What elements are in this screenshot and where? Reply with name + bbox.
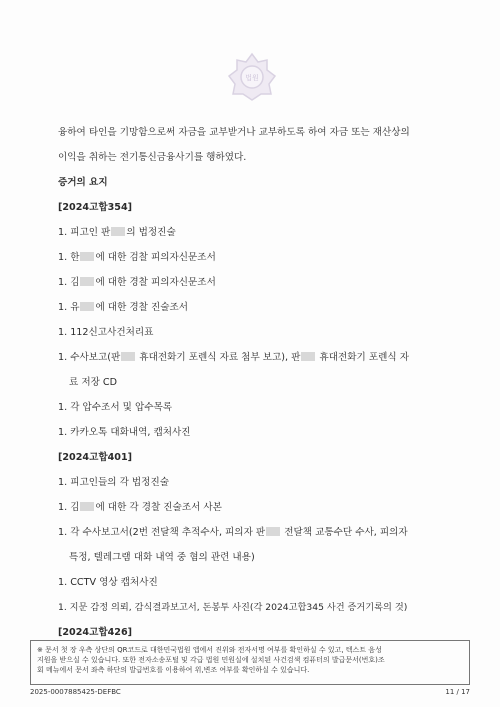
court-seal-icon — [227, 52, 277, 102]
case-header: [2024고합401] — [58, 452, 133, 463]
case-header: [2024고합426] — [58, 627, 133, 638]
redaction-mark — [121, 352, 135, 361]
evidence-item: 1. 피고인들의 각 법정진술 — [58, 477, 169, 488]
document-body — [58, 120, 450, 640]
notice-line: 회 메뉴에서 문서 좌측 하단의 발급번호를 이용하여 위,변조 여부를 확인하실 수 있습니다. — [37, 666, 310, 674]
evidence-item-continued: 료 저장 CD — [69, 377, 117, 388]
item-text: 에 대한 경찰 피의자신문조서 — [95, 277, 216, 288]
evidence-item: 1. 지문 감정 의뢰, 감식결과보고서, 돈봉투 사진(각 2024고합345 사건 증거기록의 것) — [58, 602, 408, 613]
evidence-item — [58, 501, 450, 515]
notice-line: ※ 문서 첫 장 우측 상단의 QR코드로 대한민국법원 앱에서 진위와 전자서명 여부를 확인하실 수 있고, 텍스트 음성 — [37, 646, 382, 654]
paragraph-line: 융하여 타인을 기망함으로써 자금을 교부받거나 교부하도록 하여 자금 또는 재산상의 — [58, 127, 410, 138]
redaction-mark — [301, 352, 315, 361]
item-text: 1. 각 수사보고서(2번 전달책 추적수사, 피의자 판 — [58, 527, 266, 538]
evidence-heading: 증거의 요지 — [58, 177, 108, 188]
item-text: 에 대한 각 경찰 진술조서 사본 — [95, 502, 222, 513]
redaction-mark — [80, 252, 94, 261]
item-text: 1. 유 — [58, 302, 80, 313]
evidence-item — [58, 351, 450, 365]
item-text: 1. 피고인 판 — [58, 227, 111, 238]
item-text: 의 법정진술 — [126, 227, 176, 238]
item-text: 전달책 교통수단 수사, 피의자 — [281, 527, 408, 538]
evidence-item — [58, 526, 450, 540]
paragraph-line: 이익을 취하는 전기통신금융사기를 행하였다. — [58, 152, 247, 163]
redaction-mark — [80, 302, 94, 311]
evidence-item — [58, 226, 450, 240]
redaction-mark — [80, 502, 94, 511]
evidence-item: 1. 카카오톡 대화내역, 캡처사진 — [58, 427, 191, 438]
redaction-mark — [266, 527, 280, 536]
evidence-item: 1. CCTV 영상 캡처사진 — [58, 577, 158, 588]
item-text: 휴대전화기 포렌식 자료 첨부 보고), 판 — [136, 352, 301, 363]
evidence-item: 1. 각 압수조서 및 압수목록 — [58, 402, 173, 413]
verification-notice — [30, 640, 470, 685]
redaction-mark — [80, 277, 94, 286]
item-text: 1. 수사보고(판 — [58, 352, 121, 363]
item-text: 휴대전화기 포렌식 자 — [316, 352, 409, 363]
item-text: 1. 김 — [58, 277, 80, 288]
redaction-mark — [111, 227, 125, 236]
evidence-item-continued: 특정, 텔레그램 대화 내역 중 혐의 관련 내용) — [69, 552, 255, 563]
evidence-item — [58, 301, 450, 315]
item-text: 에 대한 검찰 피의자신문조서 — [95, 252, 216, 263]
notice-line: 지원을 받으실 수 있습니다. 또한 전자소송포털 및 각급 법원 민원실에 설치된 사건검색 컴퓨터의 발급문서(번호)조 — [37, 656, 385, 664]
evidence-item — [58, 251, 450, 265]
item-text: 에 대한 경찰 진술조서 — [95, 302, 189, 313]
document-id: 2025-0007885425-DEFBC — [30, 688, 121, 696]
seal-text: 법원 — [245, 74, 259, 82]
evidence-item: 1. 112신고사건처리표 — [58, 327, 154, 338]
evidence-item — [58, 276, 450, 290]
item-text: 1. 한 — [58, 252, 80, 263]
case-header: [2024고합354] — [58, 202, 133, 213]
item-text: 1. 김 — [58, 502, 80, 513]
page-number: 11 / 17 — [445, 688, 470, 696]
